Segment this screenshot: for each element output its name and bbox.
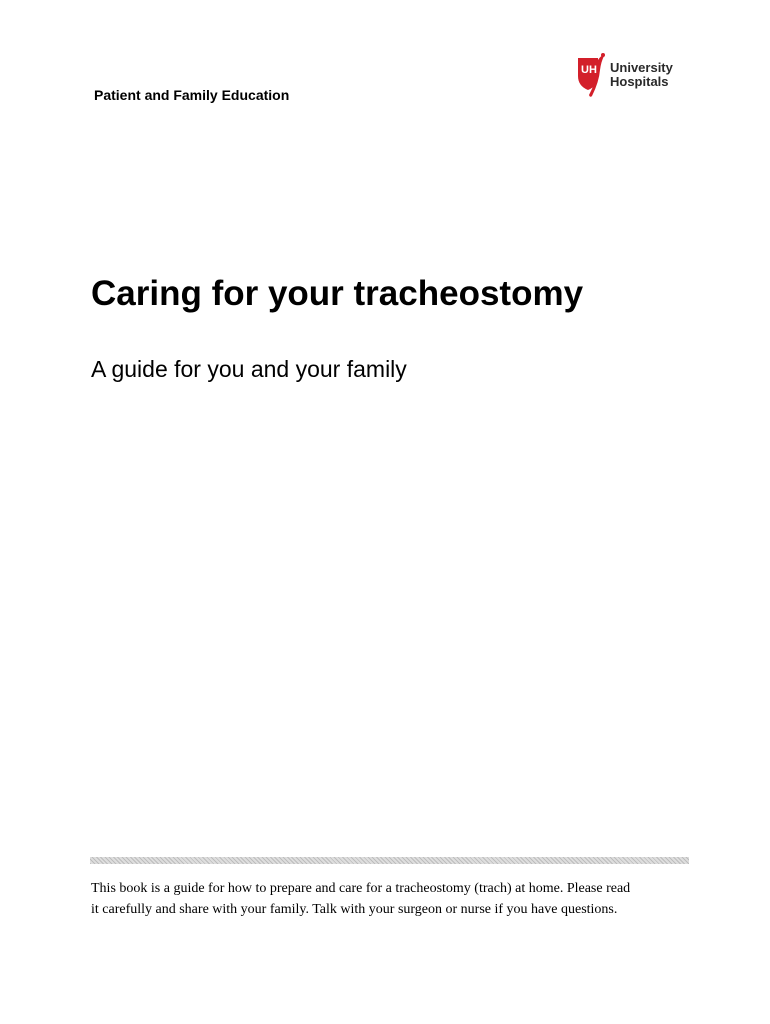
intro-paragraph — [91, 878, 691, 920]
page-title: Caring for your tracheostomy — [91, 274, 584, 313]
uh-logo-icon — [576, 52, 608, 98]
logo-line-2: Hospitals — [610, 74, 669, 89]
header-label: Patient and Family Education — [94, 87, 290, 103]
logo-line-1: University — [610, 60, 673, 75]
logo-wordmark — [610, 61, 673, 89]
page-subtitle: A guide for you and your family — [91, 356, 407, 382]
intro-line-1: This book is a guide for how to prepare and care for a tracheostomy (trach) at home. Please read — [91, 881, 631, 896]
intro-line-2: it carefully and share with your family. Talk with your surgeon or nurse if you have questions. — [91, 902, 618, 917]
university-hospitals-logo — [576, 52, 680, 98]
divider — [90, 857, 689, 864]
logo-mark-text: UH — [581, 64, 597, 76]
